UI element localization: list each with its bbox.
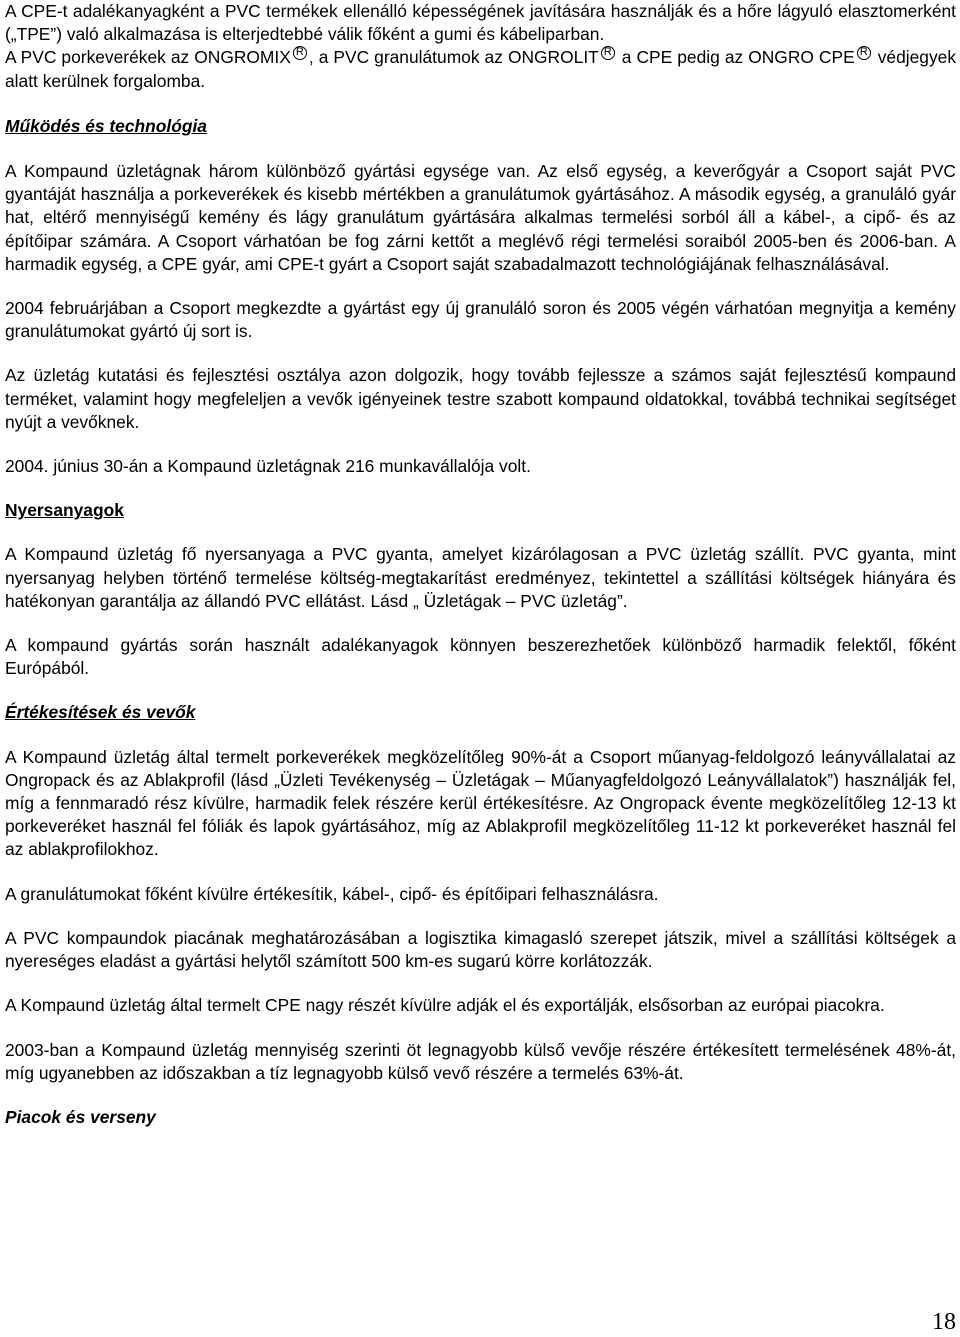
sales-paragraph-5: 2003-ban a Kompaund üzletág mennyiség szerinti öt legnagyobb külső vevője részére értékesített termelésének 48%-át, míg ugyanebben az időszakban a tíz legnagyobb külső vevő részére a termelés 63%-át.	[5, 1039, 956, 1083]
trademark-text-1: A PVC porkeverékek az ONGROMIX	[5, 47, 291, 68]
registered-trademark-icon: R	[601, 46, 615, 60]
intro-paragraph-trademarks	[5, 46, 956, 92]
operations-paragraph-3: Az üzletág kutatási és fejlesztési osztálya azon dolgozik, hogy tovább fejlessze a számos saját fejlesztésű kompaund terméket, valamint hogy megfeleljen a vevők igényeinek testre szabott kompaund oldatokkal, továbbá technikai segítséget nyújt a vevőknek.	[5, 365, 956, 432]
trademark-text-3: a CPE pedig az ONGRO CPE	[616, 47, 855, 68]
operations-paragraph-1: A Kompaund üzletágnak három különböző gyártási egysége van. Az első egység, a keverőgyár a Csoport saját PVC gyantáját használja a porkeverékek és kisebb mértékben a granulátumok gyártásához. A második egység, a granuláló gyár hat, eltérő mennyiségű kemény és lágy granulátum gyártására alkalmas termelési sorból áll a kábel-, a cipő- és az építőipar számára. A Csoport várhatóan be fog zárni kettőt a meglévő régi termelési soraiból 2005-ben és 2006-ban. A harmadik egység, a CPE gyár, ami CPE-t gyárt a Csoport saját szabadalmazott technológiájának felhasználásával.	[5, 161, 956, 274]
operations-paragraph-4: 2004. június 30-án a Kompaund üzletágnak 216 munkavállalója volt.	[5, 456, 531, 477]
raw-materials-text-end: .	[622, 590, 628, 611]
sales-paragraph-2: A granulátumokat főként kívülre értékesítik, kábel-, cipő- és építőipari felhasználásra.	[5, 883, 659, 904]
sales-paragraph-1: A Kompaund üzletág által termelt porkeverékek megközelítőleg 90%-át a Csoport műanyag-feldolgozó leányvállalatai az Ongropack és az Ablakprofil (lásd „Üzleti Tevékenység – Üzletágak – Műanyagfeldolgozó Leányvállalatok”) használják fel, míg a fennmaradó rész kívülre, harmadik felek részére kerül értékesítésre. Az Ongropack évente megközelítőleg 12-13 kt porkeveréket használ fel fóliák és lapok gyártásához, míg az Ablakprofil megközelítőleg 11-12 kt porkeveréket használ fel az ablakprofilokhoz.	[5, 746, 956, 860]
section-heading-markets-competition: Piacok és verseny	[5, 1106, 156, 1127]
intro-paragraph-1: A CPE-t adalékanyagként a PVC termékek ellenálló képességének javítására használják és a hőre lágyuló elasztomerként („TPE”) való alkalmazása is elterjedtebbé válik főként a gumi és kábeliparban.	[5, 1, 956, 45]
document-page	[5, 0, 956, 1150]
raw-materials-text: A Kompaund üzletág fő nyersanyaga a PVC gyanta, amelyet kizárólagosan a PVC üzletág szállít. PVC gyanta, mint nyersanyag helyben történő termelése költség-megtakarítást eredményez, tekintettel a szállítási költségek hiányára és hatékonyan garantálja az állandó PVC ellátást. Lásd	[5, 544, 956, 611]
raw-materials-paragraph-1	[5, 543, 956, 613]
page-number: 18	[932, 1309, 956, 1335]
trademark-text-4: védjegyek alatt kerülnek forgalomba.	[5, 47, 957, 91]
operations-paragraph-2: 2004 februárjában a Csoport megkezdte a gyártást egy új granuláló soron és 2005 végén várhatóan megnyitja a kemény granulátumokat gyártó új sort is.	[5, 298, 956, 342]
section-heading-operations: Működés és technológia	[5, 115, 207, 136]
trademark-text-2: , a PVC granulátumok az ONGROLIT	[308, 47, 599, 68]
registered-trademark-icon: R	[857, 46, 871, 60]
sales-paragraph-3: A PVC kompaundok piacának meghatározásában a logisztika kimagasló szerepet játszik, mivel a szállítási költségek a nyereséges eladást a gyártási helytől számított 500 km-es sugarú körre korlátozzák.	[5, 927, 956, 972]
raw-materials-paragraph-2: A kompaund gyártás során használt adalékanyagok könnyen beszerezhetőek különböző harmadik felektől, főként Európából.	[5, 635, 956, 679]
registered-trademark-icon: R	[293, 46, 307, 60]
section-heading-raw-materials: Nyersanyagok	[5, 500, 124, 521]
sales-paragraph-4: A Kompaund üzletág által termelt CPE nagy részét kívülre adják el és exportálják, elsősorban az európai piacokra.	[5, 995, 885, 1016]
section-heading-sales-customers: Értékesítések és vevők	[5, 702, 196, 723]
cross-reference-pvc-segment: „ Üzletágak – PVC üzletág”	[412, 590, 623, 611]
